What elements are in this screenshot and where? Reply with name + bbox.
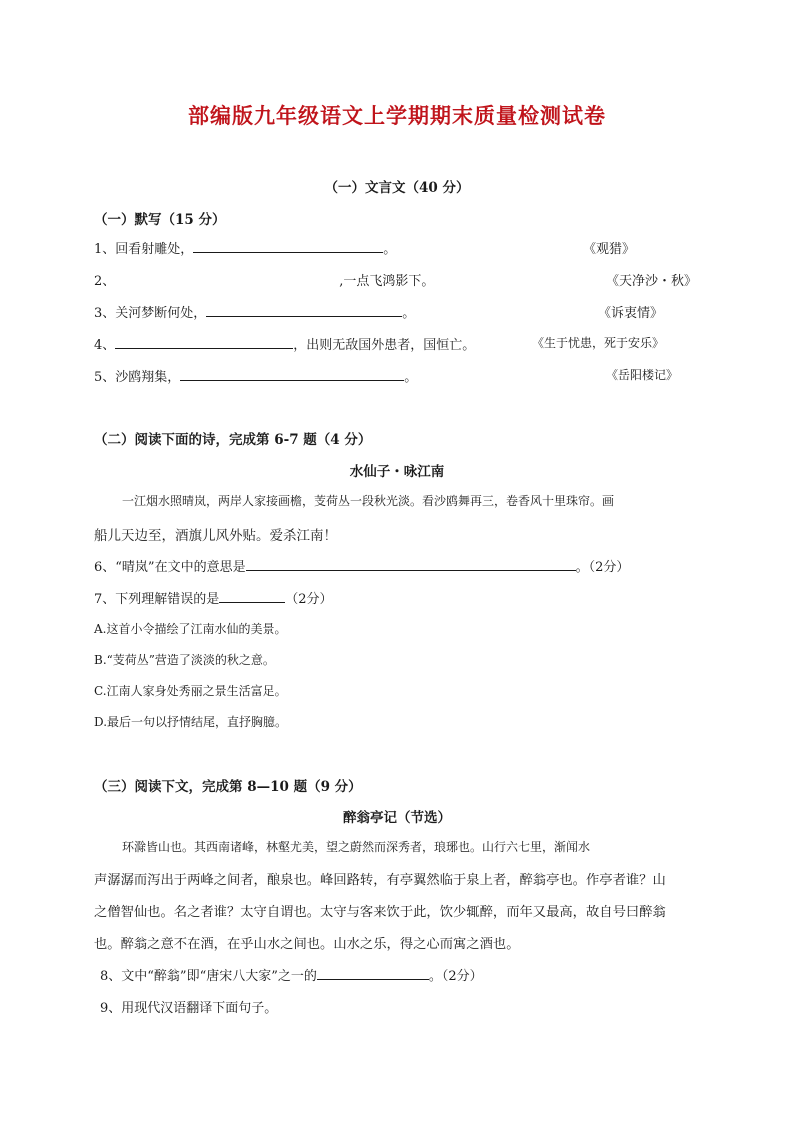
answer-blank[interactable] <box>206 302 402 317</box>
option-b: B.“芰荷丛”营造了淡淡的秋之意。 <box>94 653 275 667</box>
text-title: 醉翁亭记（节选） <box>343 810 451 826</box>
question-6 <box>94 556 629 575</box>
answer-blank[interactable] <box>246 556 576 571</box>
option-a: A.这首小令描绘了江南水仙的美景。 <box>94 622 287 636</box>
item-prefix: 5、沙鸥翔集， <box>94 370 181 385</box>
item-prefix: 3、关河梦断何处， <box>94 306 207 321</box>
section-1-heading: （一）文言文（40 分） <box>324 180 470 196</box>
question-9: 9、用现代汉语翻译下面句子。 <box>100 1001 278 1016</box>
poem-title: 水仙子・咏江南 <box>349 464 445 480</box>
item-prefix: 4、 <box>94 338 116 353</box>
answer-blank[interactable] <box>317 965 429 980</box>
page-title: 部编版九年级语文上学期期末质量检测试卷 <box>188 103 606 128</box>
dictation-source-4: 《生于忧患，死于安乐》 <box>532 336 665 350</box>
answer-blank[interactable] <box>180 366 404 381</box>
dictation-source-2: 《天净沙・秋》 <box>606 274 698 289</box>
poem-line-1: 一江烟水照晴岚，两岸人家接画檐，芰荷丛一段秋光淡。看沙鸥舞再三，卷香风十里珠帘。画 <box>122 494 615 508</box>
dictation-source-1: 《观猎》 <box>583 242 636 257</box>
question-7 <box>94 588 333 607</box>
dictation-item-2 <box>94 270 434 289</box>
dictation-item-3 <box>94 302 415 321</box>
section-3-heading: （三）阅读下文，完成第 8—10 题（9 分） <box>94 779 362 795</box>
dictation-item-5 <box>94 366 417 385</box>
answer-blank[interactable] <box>193 238 383 253</box>
q6-prefix: 6、“晴岚”在文中的意思是 <box>94 560 246 575</box>
item-prefix: 1、回看射雕处， <box>94 242 194 257</box>
item-suffix: ，出则无敌国外患者，国恒亡。 <box>293 338 476 353</box>
section-2-heading: （二）阅读下面的诗，完成第 6-7 题（4 分） <box>94 432 372 448</box>
item-suffix: 。 <box>402 306 416 321</box>
q7-prefix: 7、下列理解错误的是 <box>94 592 220 607</box>
dictation-item-1 <box>94 238 396 257</box>
dictation-heading: （一）默写（15 分） <box>94 212 226 228</box>
q6-suffix: 。（2分） <box>575 560 630 575</box>
passage-line-3: 之僧智仙也。名之者谁？太守自谓也。太守与客来饮于此，饮少辄醉，而年又最高，故自号曰醉翁 <box>94 905 666 920</box>
item-suffix: 。 <box>404 370 418 385</box>
q8-prefix: 8、文中“醉翁”即“唐宋八大家”之一的 <box>100 969 317 984</box>
q8-suffix: 。（2分） <box>428 969 483 984</box>
q7-suffix: （2分） <box>285 592 333 607</box>
dictation-source-3: 《诉衷情》 <box>598 306 664 321</box>
question-8 <box>100 965 483 984</box>
item-suffix: ,一点飞鸿影下。 <box>339 274 435 289</box>
passage-line-1: 环滁皆山也。其西南诸峰，林壑尤美，望之蔚然而深秀者，琅琊也。山行六七里，渐闻水 <box>122 840 591 854</box>
option-d: D.最后一句以抒情结尾，直抒胸臆。 <box>94 715 288 729</box>
option-c: C.江南人家身处秀丽之景生活富足。 <box>94 684 287 698</box>
answer-blank[interactable] <box>115 334 293 349</box>
item-suffix: 。 <box>383 242 397 257</box>
passage-line-2: 声潺潺而泻出于两峰之间者，酿泉也。峰回路转，有亭翼然临于泉上者，醉翁亭也。作亭者谁？山 <box>94 873 666 888</box>
dictation-source-5: 《岳阳楼记》 <box>606 368 679 382</box>
item-prefix: 2、 <box>94 274 116 289</box>
dictation-item-4 <box>94 334 475 353</box>
poem-line-2: 船儿天边至，酒旗儿风外贴。爱杀江南！ <box>94 528 337 544</box>
passage-line-4: 也。醉翁之意不在酒，在乎山水之间也。山水之乐，得之心而寓之酒也。 <box>94 937 520 952</box>
answer-blank[interactable] <box>219 588 285 603</box>
